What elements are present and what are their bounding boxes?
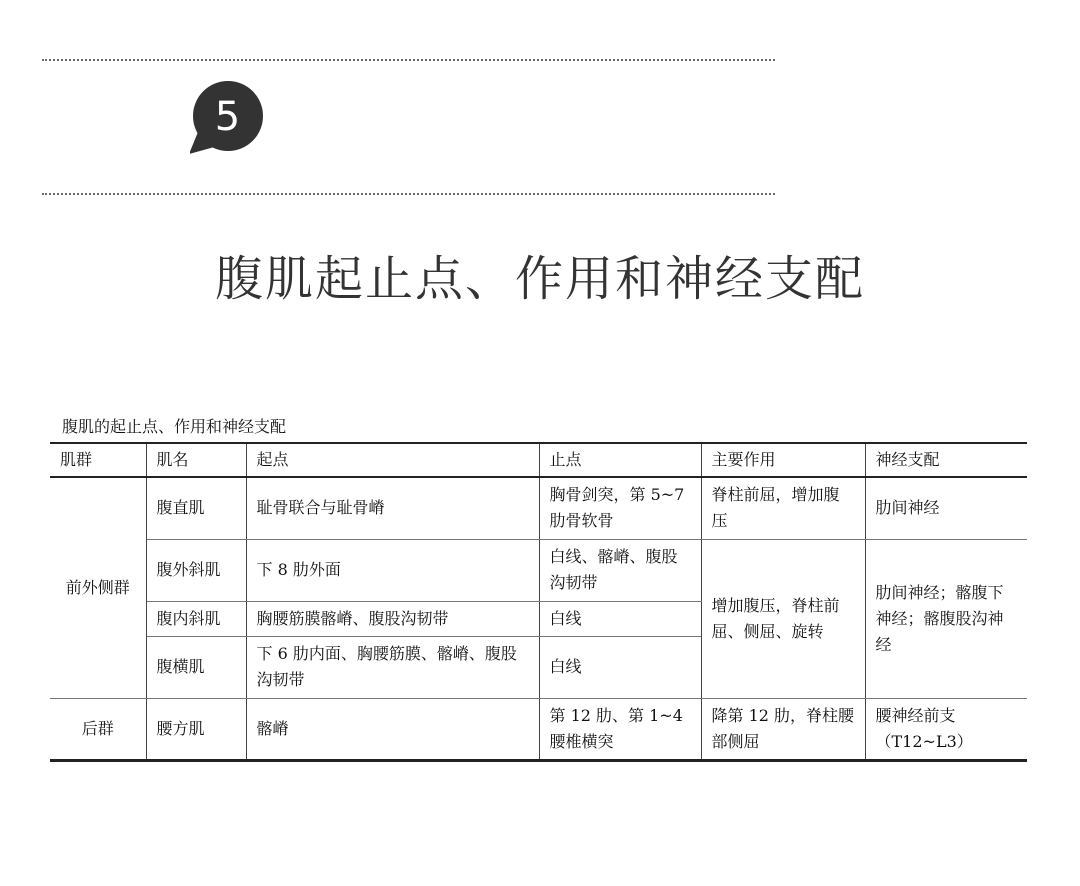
- origin-cell: 下 8 肋外面: [246, 539, 539, 601]
- nerve-cell: 腰神经前支（T12~L3）: [865, 698, 1027, 760]
- header-group: 肌群: [50, 443, 146, 477]
- insertion-cell: 第 12 肋、第 1~4 腰椎横突: [539, 698, 701, 760]
- origin-cell: 下 6 肋内面、胸腰筋膜、髂嵴、腹股沟韧带: [246, 636, 539, 698]
- insertion-cell: 白线、髂嵴、腹股沟韧带: [539, 539, 701, 601]
- page-title: 腹肌起止点、作用和神经支配: [214, 251, 865, 307]
- insertion-cell: 胸骨剑突，第 5~7 肋骨软骨: [539, 477, 701, 539]
- muscle-table: [50, 442, 1027, 762]
- table-row: [50, 698, 1027, 760]
- insertion-cell: 白线: [539, 601, 701, 636]
- bottom-dotted-divider: [42, 193, 775, 195]
- muscle-name: 腹横肌: [146, 636, 246, 698]
- shared-nerve-cell: 肋间神经；髂腹下神经；髂腹股沟神经: [865, 539, 1027, 698]
- muscle-name: 腰方肌: [146, 698, 246, 760]
- header-origin: 起点: [246, 443, 539, 477]
- group-posterior: 后群: [50, 698, 146, 760]
- table-row: [50, 539, 1027, 601]
- top-dotted-divider: [42, 59, 775, 61]
- action-cell: 降第 12 肋，脊柱腰部侧屈: [701, 698, 865, 760]
- table-caption: 腹肌的起止点、作用和神经支配: [62, 417, 287, 436]
- table-row: [50, 477, 1027, 539]
- group-anterolateral: 前外侧群: [50, 477, 146, 698]
- muscle-name: 腹内斜肌: [146, 601, 246, 636]
- header-action: 主要作用: [701, 443, 865, 477]
- shared-action-cell: 增加腹压，脊柱前屈、侧屈、旋转: [701, 539, 865, 698]
- header-muscle: 肌名: [146, 443, 246, 477]
- header-nerve: 神经支配: [865, 443, 1027, 477]
- table-header-row: [50, 443, 1027, 477]
- header-insertion: 止点: [539, 443, 701, 477]
- muscle-name: 腹外斜肌: [146, 539, 246, 601]
- muscle-name: 腹直肌: [146, 477, 246, 539]
- origin-cell: 髂嵴: [246, 698, 539, 760]
- origin-cell: 胸腰筋膜髂嵴、腹股沟韧带: [246, 601, 539, 636]
- origin-cell: 耻骨联合与耻骨嵴: [246, 477, 539, 539]
- nerve-cell: 肋间神经: [865, 477, 1027, 539]
- action-cell: 脊柱前屈，增加腹压: [701, 477, 865, 539]
- insertion-cell: 白线: [539, 636, 701, 698]
- section-number: 5: [214, 94, 241, 140]
